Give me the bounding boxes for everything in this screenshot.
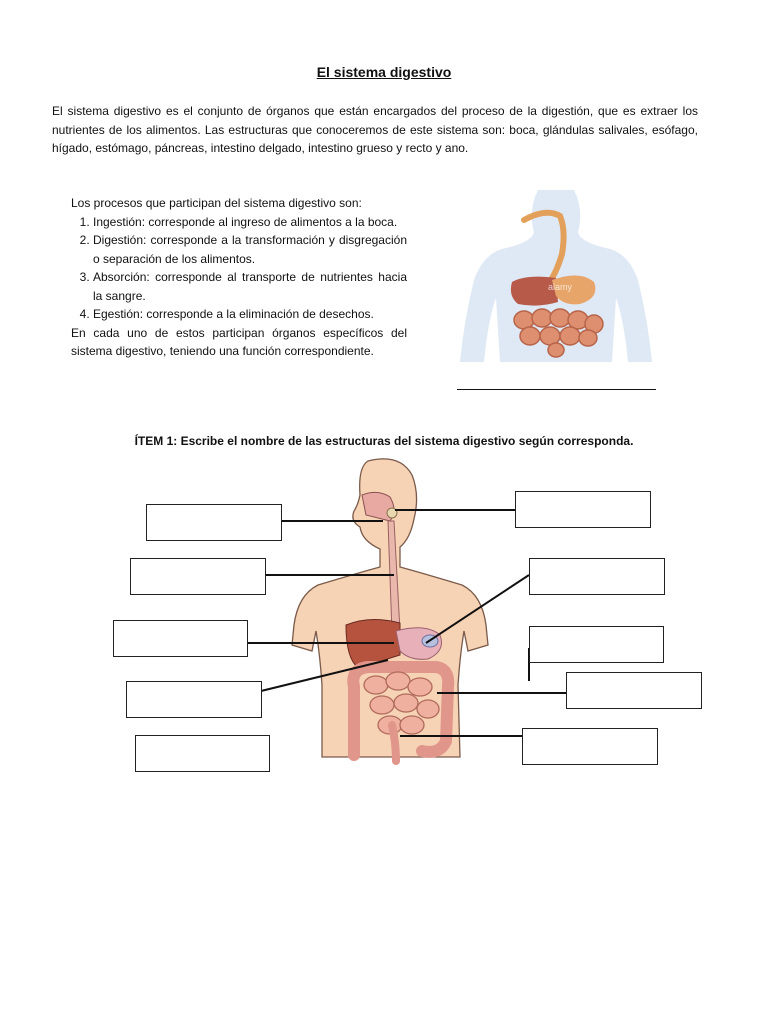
answer-box-3[interactable] [130,558,266,595]
answer-box-9[interactable] [522,728,658,765]
answer-box-10[interactable] [135,735,270,772]
label-line [426,575,529,643]
answer-box-8[interactable] [126,681,262,718]
process-item: 3. Absorción: corresponde al transporte de nutrientes hacia la sangre. [93,268,407,305]
label-line [261,660,388,691]
answer-box-2[interactable] [515,491,651,528]
processes-heading: Los procesos que participan del sistema digestivo son: [71,196,362,210]
answer-box-1[interactable] [146,504,282,541]
process-item: 4. Egestión: corresponde a la eliminación de desechos. [93,305,407,324]
answer-box-6[interactable] [529,626,664,663]
item1-instruction: ÍTEM 1: Escribe el nombre de las estructuras del sistema digestivo según corresponda. [134,434,634,448]
process-item: 2. Digestión: corresponde a la transformación y disgregación o separación de los alimentos. [93,231,407,268]
answer-box-5[interactable] [113,620,248,657]
process-item: 1. Ingestión: corresponde al ingreso de alimentos a la boca. [93,213,407,232]
intro-paragraph: El sistema digestivo es el conjunto de órganos que están encargados del proceso de la digestión, que es extraer los nutrientes de los alimentos. Las estructuras que conoceremos de este sistema son: boca, glándulas salivales, esófago, hígado, estómago, páncreas, intestino delgado, intestino grueso y recto y ano. [52,104,698,155]
answer-box-7[interactable] [566,672,702,709]
answer-box-4[interactable] [529,558,665,595]
page-title: El sistema digestivo [316,64,452,80]
processes-closing: En cada uno de estos participan órganos específicos del sistema digestivo, teniendo una función correspondiente. [71,325,407,358]
thumbnail-watermark: alamy [548,282,573,292]
